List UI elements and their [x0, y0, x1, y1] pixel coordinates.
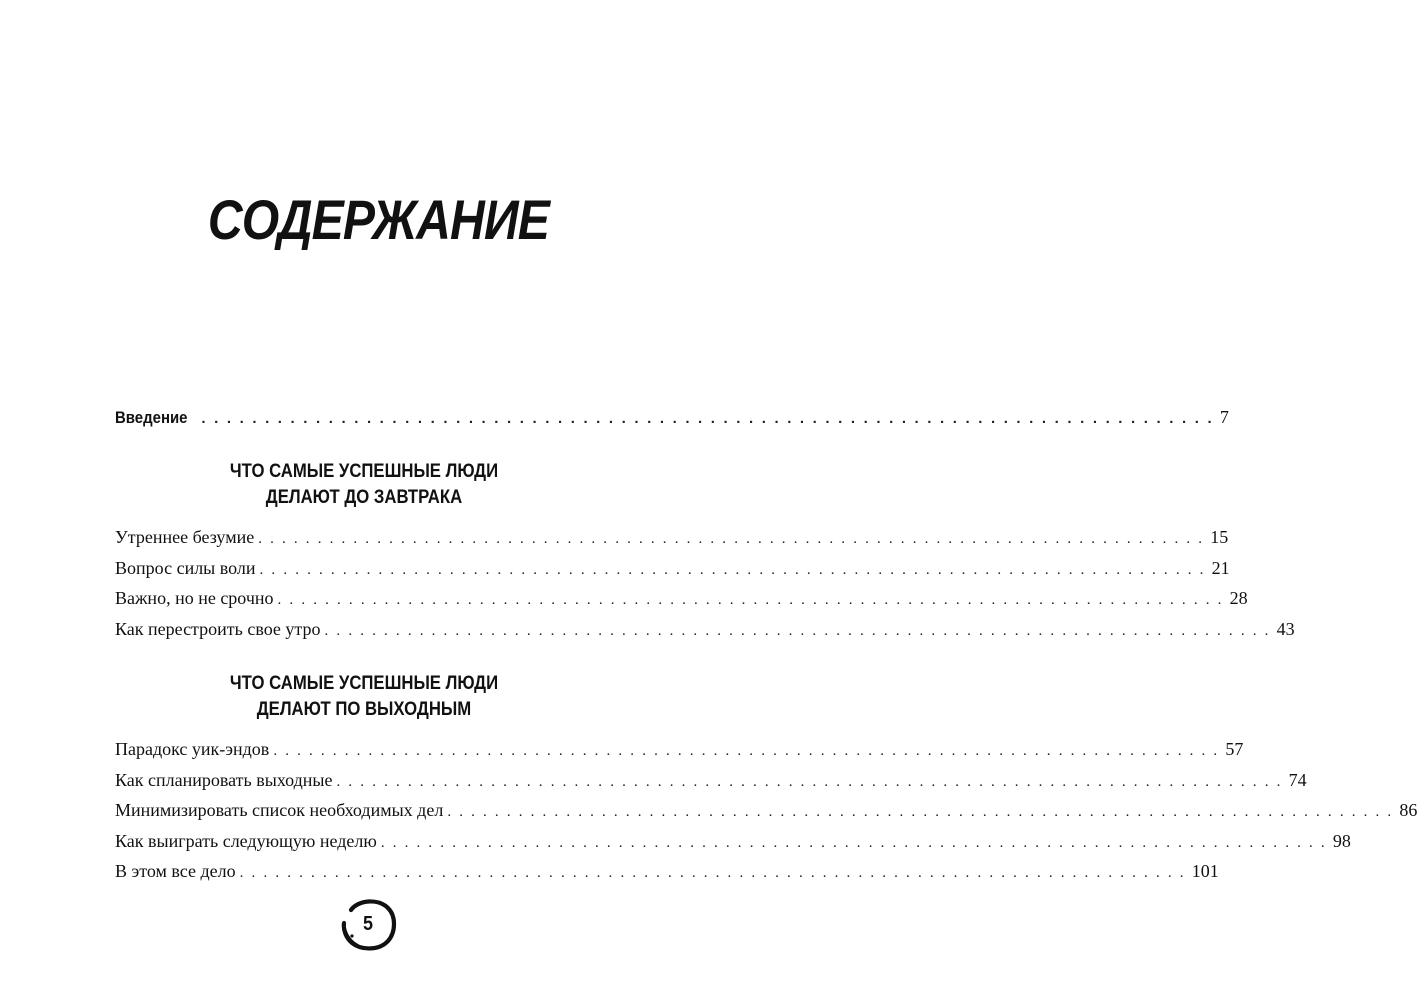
toc-entry-label: Важно, но не срочно — [115, 588, 274, 608]
toc-entry-page: 28 — [1229, 588, 1248, 608]
dot-leader: . . . . . . . . . . . . . . . . . . . . . . . . . . . . . . . . . . . . . . . . . . . . . . . . . . . . . . . . . . . . . . . . . . . . . . . . . . . . . . . . — [447, 804, 1394, 820]
section-heading-1 — [145, 459, 583, 511]
toc-entry-label: Парадокс уик-эндов — [115, 739, 270, 759]
section-heading-2 — [145, 671, 583, 723]
toc-entry-page: 15 — [1210, 527, 1229, 547]
dot-leader: . . . . . . . . . . . . . . . . . . . . . . . . . . . . . . . . . . . . . . . . . . . . . . . . . . . . . . . . . . . . . . . . . . . . . . . . . . . . . . . . — [273, 743, 1220, 759]
toc-entry-label: Введение — [115, 408, 188, 427]
toc-entry[interactable] — [115, 527, 1229, 558]
toc-entry-page: 43 — [1276, 618, 1295, 639]
toc-entry[interactable] — [115, 861, 1219, 892]
page-number: 5 — [362, 913, 374, 935]
toc-entry[interactable] — [115, 739, 1244, 770]
toc-entry-page: 74 — [1288, 769, 1307, 790]
dot-leader: . . . . . . . . . . . . . . . . . . . . . . . . . . . . . . . . . . . . . . . . . . . . . . . . . . . . . . . . . . . . . . . . . . . . . . . . . . . . . . . . — [277, 592, 1224, 608]
dot-leader: . . . . . . . . . . . . . . . . . . . . . . . . . . . . . . . . . . . . . . . . . . . . . . . . . . . . . . . . . . . . . . . . . . . . . . . . . . . . . . . . — [336, 773, 1283, 790]
toc-entry-intro[interactable] — [115, 407, 1229, 437]
dot-leader: . . . . . . . . . . . . . . . . . . . . . . . . . . . . . . . . . . . . . . . . . . . . . . . . . . . . . . . . . . . . . . . . . . . . . . . . . . . . . . . . — [324, 622, 1271, 639]
toc-entry[interactable] — [115, 830, 1351, 862]
toc-entry-label: Вопрос силы воли — [115, 557, 256, 578]
section-heading-line: ЧТО САМЫЕ УСПЕШНЫЕ ЛЮДИ — [229, 461, 499, 482]
toc-entry-page: 98 — [1332, 830, 1351, 851]
toc-entry[interactable] — [115, 800, 1417, 831]
page-title: СОДЕРЖАНИЕ — [207, 188, 550, 251]
toc-entry-page: 21 — [1211, 557, 1230, 578]
toc-entry-page: 7 — [1219, 407, 1229, 427]
toc-entry[interactable] — [115, 557, 1230, 589]
table-of-contents — [115, 407, 1417, 892]
toc-entry-label: Как спланировать выходные — [115, 769, 333, 790]
toc-entry[interactable] — [115, 588, 1248, 619]
page-number-mark — [338, 894, 398, 954]
toc-entry-label: Минимизировать список необходимых дел — [115, 800, 444, 820]
dot-leader: . . . . . . . . . . . . . . . . . . . . . . . . . . . . . . . . . . . . . . . . . . . . . . . . . . . . . . . . . . . . . . . . . . . . . . . . . . . . . . . . — [380, 834, 1327, 851]
toc-entry-label: Утреннее безумие — [115, 527, 255, 547]
section-heading-line: ЧТО САМЫЕ УСПЕШНЫЕ ЛЮДИ — [229, 673, 499, 694]
section-heading-line: ДЕЛАЮТ ПО ВЫХОДНЫМ — [256, 699, 472, 720]
dot-leader: . . . . . . . . . . . . . . . . . . . . . . . . . . . . . . . . . . . . . . . . . . . . . . . . . . . . . . . . . . . . . . . . . . . . . . . . . . . . . . . . — [201, 410, 1214, 427]
toc-entry-label: Как перестроить свое утро — [115, 618, 321, 639]
dot-leader: . . . . . . . . . . . . . . . . . . . . . . . . . . . . . . . . . . . . . . . . . . . . . . . . . . . . . . . . . . . . . . . . . . . . . . . . . . . . . . . . — [259, 561, 1206, 578]
toc-entry[interactable] — [115, 769, 1307, 801]
toc-entry-page: 101 — [1191, 861, 1219, 881]
toc-entry-label: В этом все дело — [115, 861, 236, 881]
toc-entry-page: 86 — [1399, 800, 1417, 820]
dot-leader: . . . . . . . . . . . . . . . . . . . . . . . . . . . . . . . . . . . . . . . . . . . . . . . . . . . . . . . . . . . . . . . . . . . . . . . . . . . . . . . . — [239, 865, 1186, 881]
toc-entry-page: 57 — [1225, 739, 1244, 759]
dot-leader: . . . . . . . . . . . . . . . . . . . . . . . . . . . . . . . . . . . . . . . . . . . . . . . . . . . . . . . . . . . . . . . . . . . . . . . . . . . . . . . . — [258, 531, 1205, 547]
toc-entry-label: Как выиграть следующую неделю — [115, 830, 377, 851]
section-heading-line: ДЕЛАЮТ ДО ЗАВТРАКА — [265, 487, 463, 508]
toc-entry[interactable] — [115, 618, 1295, 650]
